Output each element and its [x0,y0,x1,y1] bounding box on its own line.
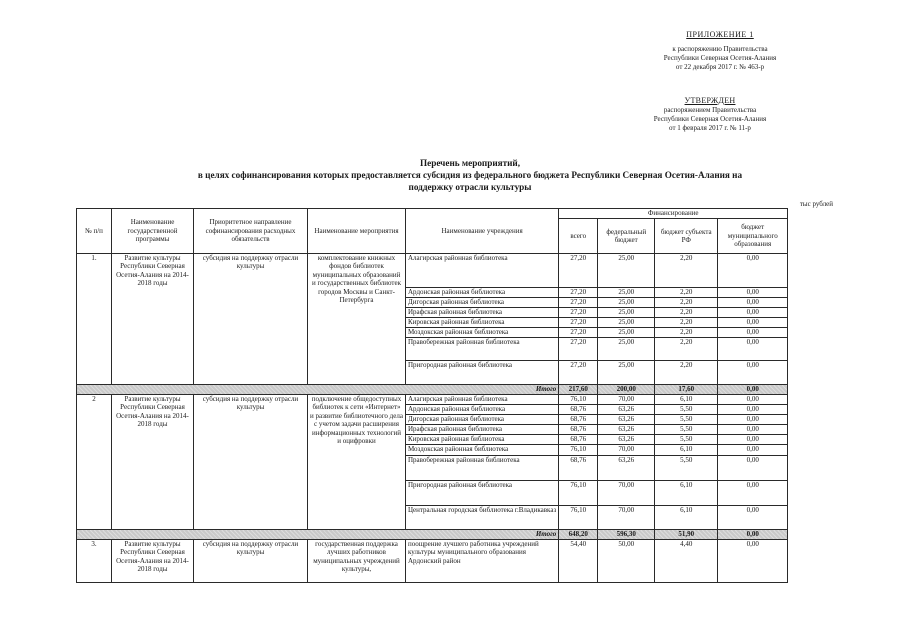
appendix-block [600,30,840,72]
value-federal: 25,00 [598,298,655,308]
value-subject: 2,20 [655,328,718,338]
value-federal: 70,00 [598,445,655,456]
institution-name: Пригородная районная библиотека [406,481,559,506]
table-row [77,395,788,405]
value-federal: 25,00 [598,288,655,298]
value-subject: 2,20 [655,338,718,361]
value-subject: 5,50 [655,456,718,481]
event-name: подключение общедоступных библиотек к сети «Интернет» и развитие библиотечного дела с учетом задачи расширения информационных технологий и оцифровки [308,395,406,530]
value-total: 68,76 [559,435,598,445]
value-municipal: 0,00 [718,288,788,298]
value-total: 68,76 [559,405,598,415]
table-row [77,540,788,583]
header-subject: бюджет субъекта РФ [655,219,718,254]
total-federal: 596,30 [598,530,655,540]
approved-heading: УТВЕРЖДЕН [684,96,736,105]
total-federal: 200,00 [598,385,655,395]
header-municipal: бюджет муниципального образования [718,219,788,254]
value-total: 76,10 [559,506,598,530]
institution-name: Алагирская районная библиотека [406,395,559,405]
institution-name: Кировская районная библиотека [406,318,559,328]
value-total: 27,20 [559,308,598,318]
institution-name: Ирафская районная библиотека [406,425,559,435]
value-subject: 2,20 [655,308,718,318]
value-municipal: 0,00 [718,425,788,435]
total-row [77,530,788,540]
value-federal: 25,00 [598,361,655,385]
institution-name: Моздокская районная библиотека [406,445,559,456]
value-municipal: 0,00 [718,338,788,361]
value-municipal: 0,00 [718,481,788,506]
value-federal: 63,26 [598,405,655,415]
value-total: 27,20 [559,254,598,288]
value-subject: 5,50 [655,435,718,445]
total-label: Итого [77,530,559,540]
institution-name: Дигорская районная библиотека [406,415,559,425]
header-institution: Наименование учреждения [406,209,559,254]
value-municipal: 0,00 [718,395,788,405]
value-federal: 63,26 [598,425,655,435]
header-federal: федеральный бюджет [598,219,655,254]
header-program: Наименование государственной программы [112,209,194,254]
value-total: 27,20 [559,328,598,338]
value-subject: 5,50 [655,425,718,435]
value-municipal: 0,00 [718,415,788,425]
institution-name: Ардонская районная библиотека [406,405,559,415]
value-subject: 2,20 [655,318,718,328]
title-line: поддержку отрасли культуры [408,182,532,192]
title-line: в целях софинансирования которых предоставляется субсидия из федерального бюджета Республики Северная Осетия-Алания на [197,170,743,180]
value-municipal: 0,00 [718,298,788,308]
row-number: 2 [77,395,112,530]
value-subject: 6,10 [655,481,718,506]
value-total: 76,10 [559,395,598,405]
direction-text: субсидия на поддержку отрасли культуры [194,254,308,385]
header-direction: Приоритетное направление софинансирования расходных обязательств [194,209,308,254]
value-municipal: 0,00 [718,540,788,583]
value-federal: 70,00 [598,481,655,506]
value-total: 54,40 [559,540,598,583]
row-number: 3. [77,540,112,583]
total-municipal: 0,00 [718,530,788,540]
total-total: 217,60 [559,385,598,395]
value-federal: 63,26 [598,435,655,445]
value-municipal: 0,00 [718,506,788,530]
total-total: 648,20 [559,530,598,540]
value-subject: 4,40 [655,540,718,583]
header-num: № п/п [77,209,112,254]
header-event: Наименование мероприятия [308,209,406,254]
value-federal: 70,00 [598,395,655,405]
appendix-line: от 22 декабря 2017 г. № 463-р [675,63,765,71]
value-federal: 25,00 [598,254,655,288]
value-total: 27,20 [559,338,598,361]
total-row [77,385,788,395]
row-number: 1. [77,254,112,385]
institution-name: Ирафская районная библиотека [406,308,559,318]
value-total: 27,20 [559,361,598,385]
value-total: 27,20 [559,318,598,328]
direction-text: субсидия на поддержку отрасли культуры [194,540,308,583]
institution-name: Правобережная районная библиотека [406,338,559,361]
institution-name: Моздокская районная библиотека [406,328,559,338]
appendix-heading: ПРИЛОЖЕНИЕ 1 [686,30,754,39]
value-subject: 2,20 [655,298,718,308]
total-label: Итого [77,385,559,395]
value-federal: 63,26 [598,456,655,481]
document-title [90,157,850,193]
value-federal: 25,00 [598,338,655,361]
value-municipal: 0,00 [718,361,788,385]
table-row [77,254,788,288]
value-municipal: 0,00 [718,435,788,445]
value-subject: 6,10 [655,395,718,405]
appendix-line: Республики Северная Осетия-Алания [663,54,777,62]
institution-name: Центральная городская библиотека г.Владикавказ [406,506,559,530]
value-subject: 5,50 [655,405,718,415]
value-subject: 6,10 [655,445,718,456]
direction-text: субсидия на поддержку отрасли культуры [194,395,308,530]
program-name: Развитие культуры Республики Северная Осетия-Алания на 2014-2018 годы [112,395,194,530]
institution-name: Алагирская районная библиотека [406,254,559,288]
total-municipal: 0,00 [718,385,788,395]
value-federal: 25,00 [598,308,655,318]
value-municipal: 0,00 [718,254,788,288]
value-municipal: 0,00 [718,328,788,338]
units-label: тыс рублей [799,200,833,208]
value-municipal: 0,00 [718,445,788,456]
value-federal: 70,00 [598,506,655,530]
institution-name: поощрение лучшего работника учреждений культуры муниципального образования Ардонский район [406,540,559,583]
event-name: комплектование книжных фондов библиотек муниципальных образований и государственных библиотек городов Москвы и Санкт-Петербурга [308,254,406,385]
total-subject: 51,90 [655,530,718,540]
value-municipal: 0,00 [718,456,788,481]
value-total: 68,76 [559,456,598,481]
value-subject: 2,20 [655,361,718,385]
program-name: Развитие культуры Республики Северная Осетия-Алания на 2014-2018 годы [112,254,194,385]
value-municipal: 0,00 [718,308,788,318]
approved-line: от 1 февраля 2017 г. № 11-р [669,124,751,132]
value-federal: 25,00 [598,328,655,338]
financing-table [76,208,788,583]
value-municipal: 0,00 [718,405,788,415]
value-total: 27,20 [559,298,598,308]
institution-name: Правобережная районная библиотека [406,456,559,481]
total-subject: 17,60 [655,385,718,395]
value-federal: 63,26 [598,415,655,425]
approved-line: Республики Северная Осетия-Алания [653,115,767,123]
institution-name: Пригородная районная библиотека [406,361,559,385]
value-total: 76,10 [559,481,598,506]
value-federal: 50,00 [598,540,655,583]
value-total: 27,20 [559,288,598,298]
value-subject: 5,50 [655,415,718,425]
institution-name: Кировская районная библиотека [406,435,559,445]
approved-line: распоряжением Правительства [663,106,757,114]
value-total: 68,76 [559,415,598,425]
value-subject: 2,20 [655,288,718,298]
appendix-line: к распоряжению Правительства [672,45,768,53]
approved-block [590,96,830,133]
value-municipal: 0,00 [718,318,788,328]
header-financing: Финансирование [559,209,788,219]
title-line: Перечень мероприятий, [420,158,520,168]
event-name: государственная поддержка лучших работников муниципальных учреждений культуры, [308,540,406,583]
value-federal: 25,00 [598,318,655,328]
institution-name: Ардонская районная библиотека [406,288,559,298]
value-subject: 6,10 [655,506,718,530]
value-subject: 2,20 [655,254,718,288]
header-total: всего [559,219,598,254]
table-body [77,254,788,583]
institution-name: Дигорская районная библиотека [406,298,559,308]
value-total: 68,76 [559,425,598,435]
value-total: 76,10 [559,445,598,456]
program-name: Развитие культуры Республики Северная Осетия-Алания на 2014-2018 годы [112,540,194,583]
